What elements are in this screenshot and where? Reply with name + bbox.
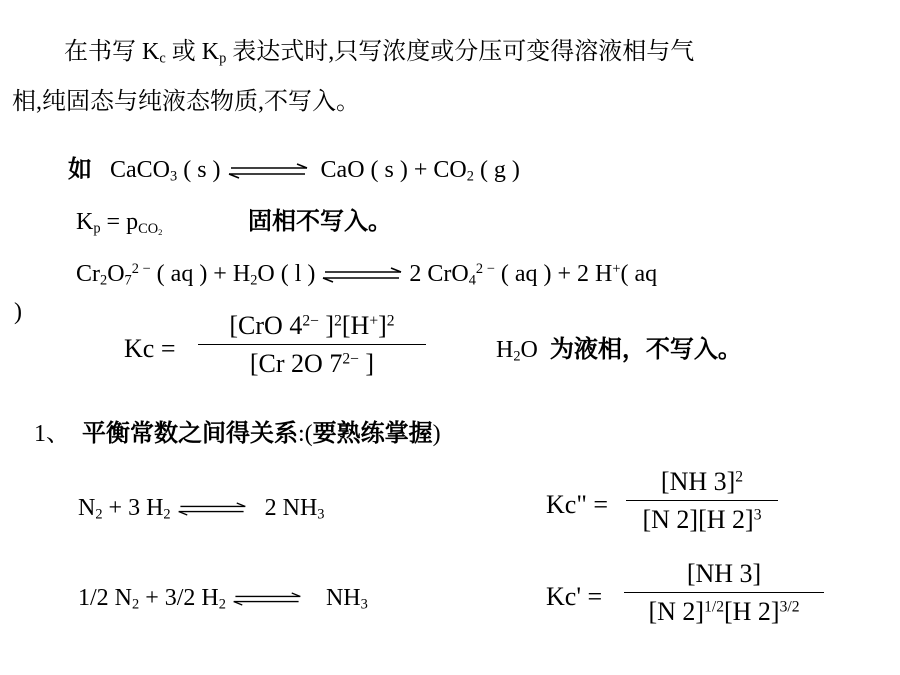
equilibrium-arrow-icon <box>321 267 403 283</box>
equation-caco3: 如 CaCO$_3$ ( s ) CaO ( s ) + $CO_2$ ( g ) <box>68 157 520 185</box>
kc-label: Kc = <box>124 334 176 363</box>
intro-line-2: 相,纯固态与纯液态物质,不写入。 <box>12 89 360 115</box>
section-heading: 1、 平衡常数之间得关系:(要熟练掌握) <box>34 421 441 447</box>
fraction-bar <box>198 344 426 345</box>
equilibrium-arrow-icon <box>177 501 247 517</box>
kp-note: 固相不写入。 <box>248 209 392 235</box>
intro-line-1: 在书写 $K_c$ 或 $K_p$ 表达式时,只写浓度或分压可变得溶液相与气 <box>64 39 695 67</box>
kc-prime-denominator: [N 2]$^{1/2}$[H 2]$^{3/2}$ <box>648 597 800 627</box>
kc-numerator: [CrO $4^{2-}$ ]$^2[H^+]^2$ <box>229 311 395 340</box>
kc-double-prime-denominator: [N 2][H 2]$^3$ <box>642 505 762 535</box>
kp-expression: $K_p = p_{CO_2}$ <box>76 209 163 237</box>
kc-fraction <box>198 310 426 379</box>
example-prefix: 如 <box>68 157 92 183</box>
kc-double-prime-numerator: [NH 3]$^2$ <box>660 467 744 496</box>
equation-ammonia-1: $N_2 + 3$ $H_2$ 2 $NH_3$ <box>78 495 325 523</box>
fraction-bar <box>626 500 778 501</box>
equilibrium-arrow-icon <box>227 163 309 179</box>
kc-prime-label: Kc' = <box>546 582 603 611</box>
equation-wrap: ) <box>14 299 22 325</box>
fraction-bar <box>624 592 824 593</box>
kc-prime-fraction <box>624 558 824 627</box>
kc-double-prime-fraction <box>626 466 778 535</box>
kc-denominator: [Cr 2O $7^{2-}$ ] <box>249 349 375 379</box>
equation-dichromate: $Cr_2O_7^{2 -}$ ( aq ) + $H_2O$ ( l ) 2 CrO$_4^{2 -}$ ( aq ) + 2 H+( aq <box>76 261 658 289</box>
equation-ammonia-2: 1/2 $N_2 + 3/2$ $H_2$ $NH_3$ <box>78 585 368 613</box>
equilibrium-arrow-icon <box>232 591 302 607</box>
kc-double-prime-label: Kc" = <box>546 490 609 519</box>
kc-note: $H_2O$ 为液相，不写入。 <box>496 337 742 365</box>
kc-prime-numerator: [NH 3] <box>686 559 762 588</box>
